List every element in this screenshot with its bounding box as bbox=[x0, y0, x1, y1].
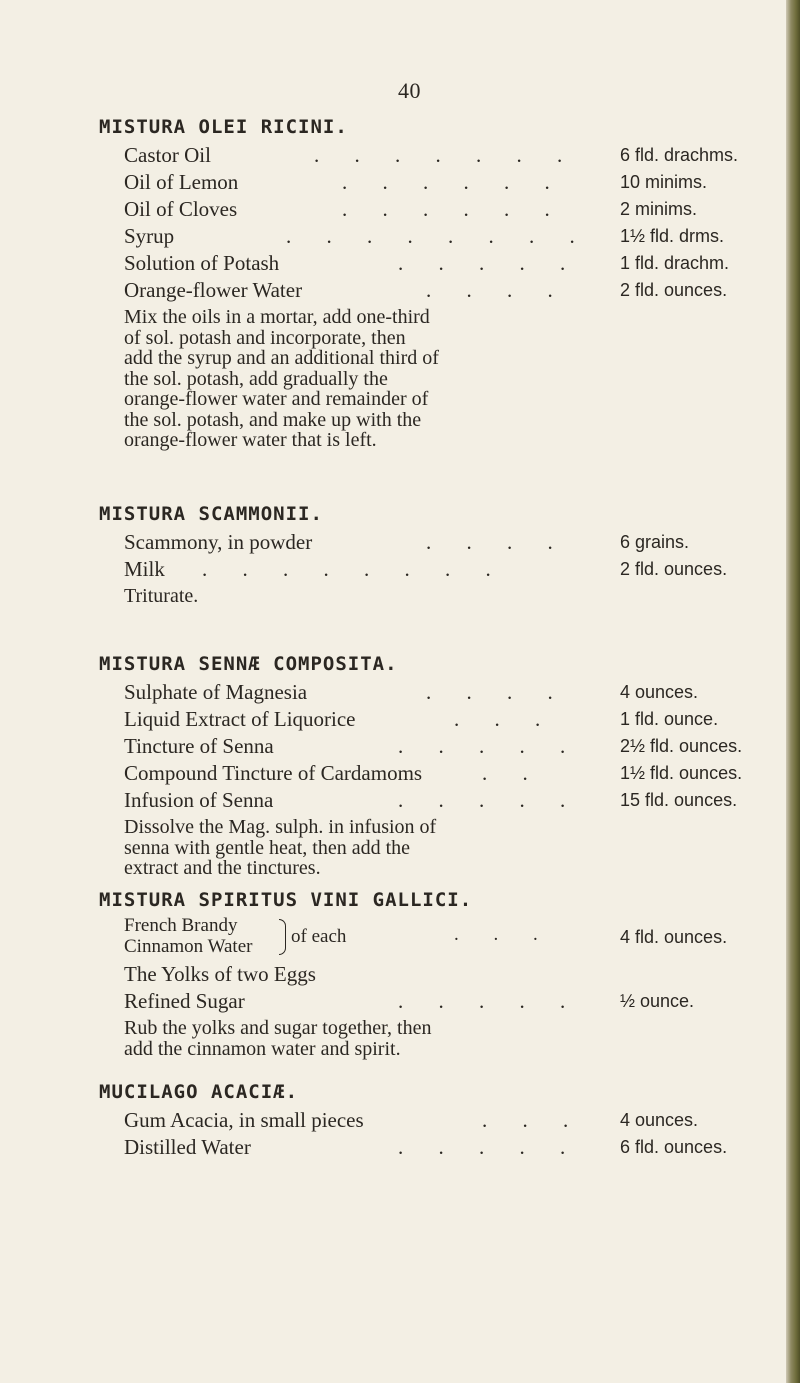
ingredient-name: Milk bbox=[124, 557, 165, 581]
leader-dots: . . . . . . . . bbox=[286, 224, 590, 248]
ingredient-name: Infusion of Senna bbox=[124, 788, 274, 812]
ingredient-row bbox=[99, 529, 779, 556]
ingredient-row bbox=[99, 223, 779, 250]
directions-line: Mix the oils in a mortar, add one-third bbox=[124, 306, 430, 328]
leader-dots: . . . . . bbox=[398, 788, 581, 812]
recipe-directions bbox=[124, 307, 594, 451]
ingredient-name: Oil of Lemon bbox=[124, 170, 239, 194]
leader-dots: . . bbox=[482, 761, 543, 785]
directions-line: add the cinnamon water and spirit. bbox=[124, 1037, 401, 1060]
directions-line: add the syrup and an additional third of bbox=[124, 347, 439, 369]
directions-line: Rub the yolks and sugar together, then bbox=[124, 1017, 432, 1039]
ingredient-row bbox=[99, 988, 779, 1015]
ingredient-amount: 2½ fld. ounces. bbox=[620, 736, 743, 756]
directions-line: orange-flower water that is left. bbox=[124, 429, 377, 451]
ingredient-name: Castor Oil bbox=[124, 143, 211, 167]
directions-line: extract and the tinctures. bbox=[124, 857, 321, 879]
ingredient-amount: 1 fld. ounce. bbox=[620, 709, 719, 729]
ingredient-amount: 2 fld. ounces. bbox=[620, 559, 728, 579]
directions-line: the sol. potash, add gradually the bbox=[124, 367, 388, 390]
leader-dots: . . . bbox=[454, 707, 556, 731]
directions-line: the sol. potash, and make up with the bbox=[124, 408, 422, 431]
ingredient-name: French Brandy bbox=[124, 915, 238, 936]
recipe-mucilago-acaciae bbox=[99, 1077, 779, 1161]
recipe-title: MISTURA SENNÆ COMPOSITA. bbox=[99, 653, 398, 675]
leader-dots: . . . . . bbox=[398, 1135, 581, 1159]
ingredient-amount: ½ ounce. bbox=[620, 991, 695, 1011]
directions-line: orange-flower water and remainder of bbox=[124, 388, 429, 410]
ingredient-row bbox=[99, 556, 779, 583]
page-number: 40 bbox=[398, 78, 421, 103]
bracketed-names bbox=[124, 915, 252, 957]
ingredient-amount: 15 fld. ounces. bbox=[620, 790, 738, 810]
recipe-title: MISTURA OLEI RICINI. bbox=[99, 116, 348, 138]
leader-dots: . . . . . . bbox=[342, 197, 565, 221]
ingredient-amount: 6 grains. bbox=[620, 532, 690, 552]
leader-dots: . . . . . bbox=[398, 251, 581, 275]
recipe-directions bbox=[124, 817, 594, 879]
ingredient-row bbox=[99, 1134, 779, 1161]
leader-dots: . . . . bbox=[426, 680, 568, 704]
ingredient-name: Solution of Potash bbox=[124, 251, 280, 275]
directions-line: senna with gentle heat, then add the bbox=[124, 836, 411, 859]
ingredient-name: Cinnamon Water bbox=[124, 936, 253, 957]
recipe-mistura-sennae-composita bbox=[99, 649, 779, 879]
ingredient-row bbox=[99, 196, 779, 223]
leader-dots: . . . . . bbox=[398, 989, 581, 1013]
leader-dots: . . . . . . . bbox=[314, 143, 578, 167]
ingredient-row bbox=[99, 250, 779, 277]
ingredient-amount: 1½ fld. ounces. bbox=[620, 763, 743, 783]
ingredient-amount: 2 minims. bbox=[620, 199, 698, 219]
bracketed-ingredients bbox=[99, 915, 779, 961]
ingredient-name: Scammony, in powder bbox=[124, 530, 313, 554]
ingredient-name: Distilled Water bbox=[124, 1135, 251, 1159]
leader-dots: . . . . . . bbox=[342, 170, 565, 194]
ingredient-row bbox=[99, 787, 779, 814]
ingredient-amount: 2 fld. ounces. bbox=[620, 280, 728, 300]
ingredient-row bbox=[99, 760, 779, 787]
ingredient-name: Oil of Cloves bbox=[124, 197, 238, 221]
ingredient-amount: 1 fld. drachm. bbox=[620, 253, 730, 273]
ingredient-name: Syrup bbox=[124, 224, 175, 248]
ingredient-row bbox=[99, 277, 779, 304]
ingredient-row bbox=[99, 706, 779, 733]
leader-dots: . . . . . . . . bbox=[202, 557, 506, 581]
ingredient-row bbox=[99, 733, 779, 760]
ingredient-row bbox=[99, 961, 779, 988]
leader-dots: . . . . bbox=[426, 278, 568, 302]
leader-dots: . . . bbox=[454, 924, 553, 945]
ingredient-amount: 1½ fld. drms. bbox=[620, 226, 725, 246]
recipe-title: MISTURA SPIRITUS VINI GALLICI. bbox=[99, 889, 473, 911]
recipe-title: MUCILAGO ACACIÆ. bbox=[99, 1081, 299, 1103]
recipe-mistura-scammonii bbox=[99, 499, 779, 607]
recipe-mistura-spiritus-vini-gallici bbox=[99, 885, 779, 1059]
directions-line: of sol. potash and incorporate, then bbox=[124, 326, 406, 349]
ingredient-row bbox=[99, 169, 779, 196]
ingredient-amount: 4 fld. ounces. bbox=[620, 927, 728, 947]
directions-line: Dissolve the Mag. sulph. in infusion of bbox=[124, 816, 437, 838]
ingredient-amount: 4 ounces. bbox=[620, 682, 699, 702]
ingredient-amount: 6 fld. drachms. bbox=[620, 145, 739, 165]
recipe-directions bbox=[124, 586, 594, 607]
ingredient-row bbox=[99, 1107, 779, 1134]
ingredient-amount: 6 fld. ounces. bbox=[620, 1137, 728, 1157]
ingredient-name: Gum Acacia, in small pieces bbox=[124, 1108, 364, 1132]
recipe-directions bbox=[124, 1018, 594, 1059]
ingredient-name: Tincture of Senna bbox=[124, 734, 274, 758]
ingredient-name: Refined Sugar bbox=[124, 989, 245, 1013]
ingredient-name: The Yolks of two Eggs bbox=[124, 962, 316, 986]
ingredient-name: Sulphate of Magnesia bbox=[124, 680, 308, 704]
ingredient-amount: 10 minims. bbox=[620, 172, 708, 192]
leader-dots: . . . bbox=[482, 1108, 584, 1132]
ingredient-name: Orange-flower Water bbox=[124, 278, 303, 302]
directions-line: Triturate. bbox=[124, 585, 199, 607]
recipe-mistura-olei-ricini bbox=[99, 112, 779, 451]
ingredient-name: Compound Tincture of Cardamoms bbox=[124, 761, 423, 785]
bracket-note: of each bbox=[291, 926, 347, 947]
page-edge-shadow bbox=[786, 0, 800, 1383]
ingredient-row bbox=[99, 142, 779, 169]
ingredient-row bbox=[99, 679, 779, 706]
leader-dots: . . . . bbox=[426, 530, 568, 554]
recipe-title: MISTURA SCAMMONII. bbox=[99, 503, 323, 525]
leader-dots: . . . . . bbox=[398, 734, 581, 758]
ingredient-name: Liquid Extract of Liquorice bbox=[124, 707, 356, 731]
curly-brace bbox=[279, 919, 286, 955]
ingredient-amount: 4 ounces. bbox=[620, 1110, 699, 1130]
